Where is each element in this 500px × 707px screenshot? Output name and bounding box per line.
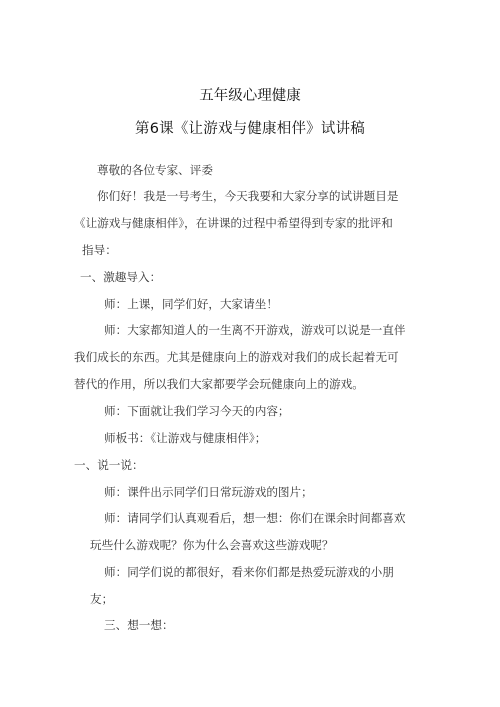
body-line: 师：课件出示同学们日常玩游戏的图片；	[104, 485, 313, 499]
body-line: 师：上课，同学们好，大家请坐！	[104, 297, 278, 311]
document-title: 第6课《让游戏与健康相伴》试讲稿	[135, 121, 365, 137]
body-line: 指导：	[82, 243, 117, 257]
section-heading: 三、想一想：	[104, 618, 174, 632]
body-line: 玩些什么游戏呢？你为什么会喜欢这些游戏呢？	[90, 538, 334, 552]
body-line: 我们成长的东西。尤其是健康向上的游戏对我们的成长起着无可	[74, 350, 399, 364]
section-heading: 一、激趣导入：	[80, 270, 162, 284]
body-line: 替代的作用，所以我们大家都要学会玩健康向上的游戏。	[74, 377, 364, 391]
body-line: 《让游戏与健康相伴》，在讲课的过程中希望得到专家的批评和	[74, 216, 393, 230]
section-heading: 一、说一说：	[74, 458, 144, 472]
body-line: 师板书：《让游戏与健康相伴》；	[104, 431, 267, 445]
body-line: 尊敬的各位专家、评委	[97, 163, 213, 177]
body-line: 友；	[90, 592, 114, 606]
body-line: 师：大家都知道人的一生离不开游戏，游戏可以说是一直伴	[104, 323, 406, 337]
body-line: 你们好！我是一号考生，今天我要和大家分享的试讲题目是	[97, 189, 399, 203]
body-line: 师：同学们说的都很好，看来你们都是热爱玩游戏的小朋	[104, 565, 394, 579]
body-line: 师：下面就让我们学习今天的内容；	[104, 404, 290, 418]
body-line: 师：请同学们认真观看后，想一想：你们在课余时间都喜欢	[104, 511, 406, 525]
document-subtitle: 五年级心理健康	[199, 88, 301, 104]
